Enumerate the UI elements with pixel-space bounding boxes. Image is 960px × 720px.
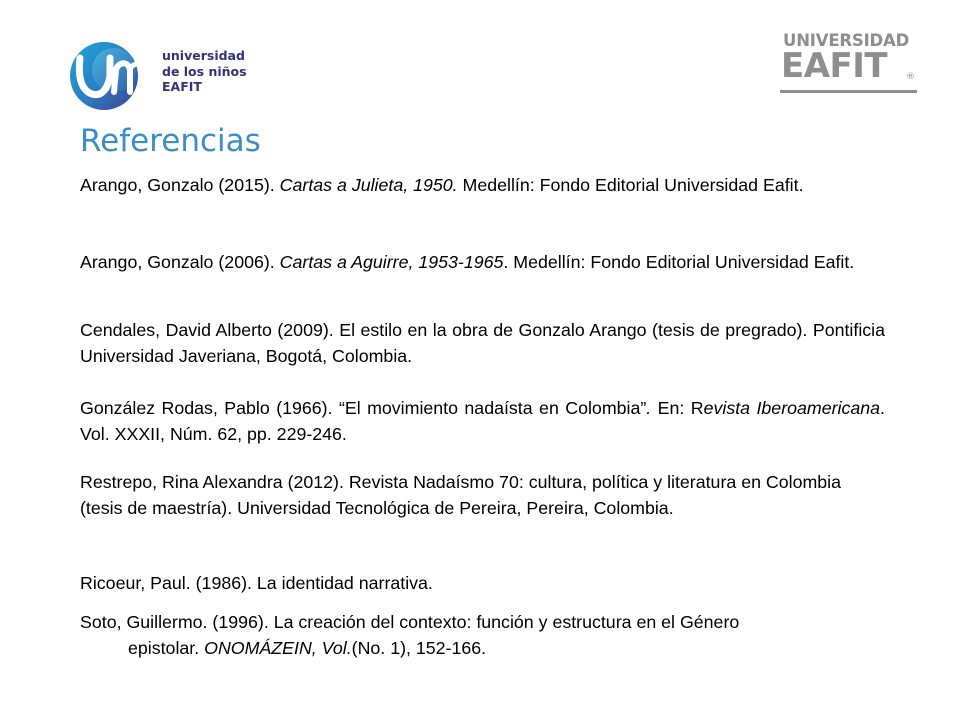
- reference-item: [80, 570, 885, 596]
- reference-text-run: Arango, Gonzalo (2006).: [80, 252, 280, 272]
- reference-item: [80, 609, 885, 661]
- logo-text-line1: universidad: [162, 48, 245, 63]
- reference-text-run: Cartas a Julieta, 1950.: [279, 175, 458, 195]
- reference-text-run: . Medellín: Fondo Editorial Universidad Eafit.: [503, 252, 855, 272]
- registered-mark: ®: [906, 72, 915, 82]
- reference-text-run: Ricoeur, Paul. (1986). La identidad narrativa.: [80, 573, 433, 593]
- reference-text-run: En: R: [657, 398, 704, 418]
- universidad-eafit-logo: [780, 31, 920, 95]
- reference-text-run: ONOMÁZEIN, Vol.: [204, 638, 352, 658]
- un-logo-mark-icon: [58, 40, 158, 112]
- reference-text-run: Restrepo, Rina Alexandra (2012). Revista Nadaísmo 70: cultura, política y literatura en Colombia (tesis de maestría). Universidad Tecnológica de Pereira, Pereira, Colombia.: [80, 472, 846, 518]
- reference-text-run: Medellín: Fondo Editorial Universidad Eafit.: [457, 175, 804, 195]
- logo-text-line2: de los niños: [162, 63, 247, 79]
- page-title: Referencias: [80, 123, 261, 159]
- reference-item: [80, 395, 890, 447]
- logo-eafit-word: EAFIT: [781, 46, 888, 86]
- reference-text-run: epistolar.: [128, 638, 205, 658]
- reference-continuation: [80, 635, 885, 661]
- reference-text-run: (No. 1), 152-166.: [351, 638, 487, 658]
- reference-text-run: Arango, Gonzalo (2015).: [80, 175, 280, 195]
- reference-item: [80, 469, 885, 521]
- universidad-de-los-ninos-logo: [58, 40, 288, 112]
- logo-text: [162, 48, 247, 95]
- reference-text-run: .: [646, 398, 658, 418]
- logo-universidad-word: UNIVERSIDAD: [783, 31, 910, 50]
- reference-item: [80, 172, 892, 198]
- reference-text-run: González Rodas, Pablo (1966). “El movimiento nadaísta en Colombia”: [80, 398, 647, 418]
- reference-item: [80, 249, 892, 275]
- reference-item: [80, 317, 890, 369]
- logo-text-line3: EAFIT: [162, 79, 202, 94]
- reference-first-line: Soto, Guillermo. (1996). La creación del contexto: función y estructura en el Género: [80, 612, 740, 632]
- reference-text-run: Cendales, David Alberto (2009). El estilo en la obra de Gonzalo Arango (tesis de pregrado). Pontificia Universidad Javeriana, Bogotá, Colombia.: [80, 320, 890, 366]
- logo-underline: [780, 90, 917, 93]
- reference-text-run: evista Iberoamericana: [703, 398, 881, 418]
- reference-text-run: . Vol. XXXII, Núm. 62, pp. 229-246.: [80, 398, 890, 444]
- reference-text-run: Cartas a Aguirre, 1953-1965: [279, 252, 504, 272]
